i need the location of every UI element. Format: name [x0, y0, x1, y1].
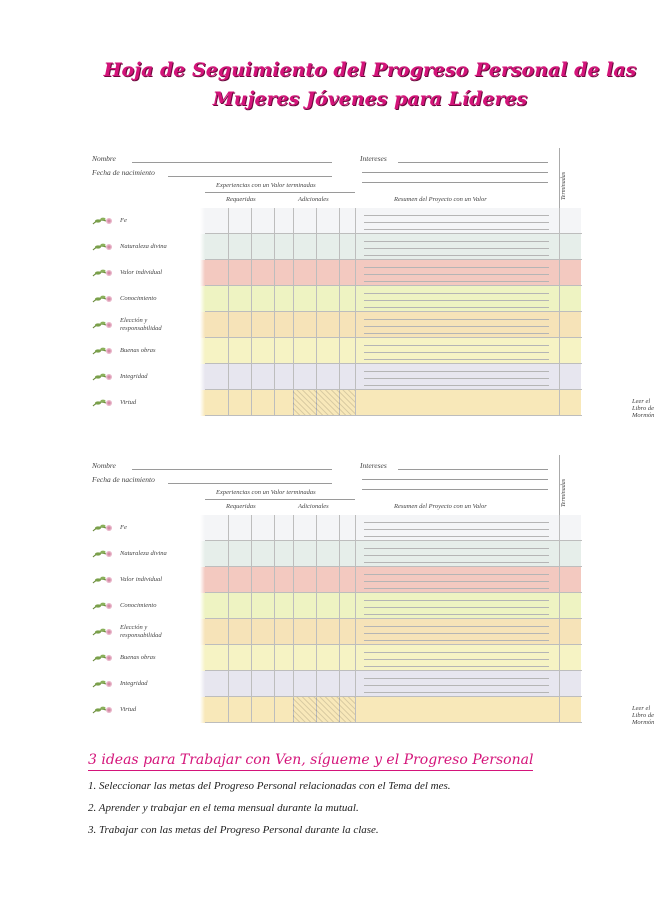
experience-checkbox[interactable] [316, 390, 340, 416]
resumen-header: Resumen del Proyecto con un Valor [394, 196, 487, 203]
experience-checkbox[interactable] [316, 312, 340, 338]
experience-checkbox[interactable] [316, 260, 340, 286]
experience-checkbox[interactable] [274, 697, 294, 723]
resumen-line [364, 378, 549, 379]
experience-checkbox[interactable] [293, 619, 317, 645]
experience-checkbox[interactable] [205, 619, 229, 645]
value-row [88, 541, 581, 567]
experience-checkbox[interactable] [274, 541, 294, 567]
value-label: Fe [120, 217, 127, 224]
experience-checkbox[interactable] [274, 567, 294, 593]
rose-icon [92, 294, 114, 304]
rose-icon [92, 653, 114, 663]
value-row [88, 515, 581, 541]
resumen-line [364, 307, 549, 308]
resumen-line [364, 555, 549, 556]
terminada-checkbox[interactable] [559, 234, 582, 260]
experience-checkbox[interactable] [316, 286, 340, 312]
adicionales-header: Adicionales [298, 503, 329, 510]
experience-checkbox[interactable] [251, 338, 275, 364]
experience-checkbox[interactable] [228, 234, 252, 260]
experience-checkbox[interactable] [205, 208, 229, 234]
experience-checkbox[interactable] [293, 671, 317, 697]
experience-grid [205, 567, 355, 593]
intereses-field-3[interactable] [362, 489, 548, 490]
header-divider [205, 499, 355, 500]
experience-checkbox[interactable] [316, 697, 340, 723]
resumen-line [364, 300, 549, 301]
experience-checkbox[interactable] [293, 234, 317, 260]
experience-grid [205, 515, 355, 541]
resumen-line [364, 267, 549, 268]
terminada-checkbox[interactable] [559, 338, 582, 364]
resumen-line [364, 678, 549, 679]
experience-checkbox[interactable] [293, 515, 317, 541]
experience-checkbox[interactable] [251, 286, 275, 312]
experience-checkbox[interactable] [251, 515, 275, 541]
value-row [88, 593, 581, 619]
nombre-field[interactable] [132, 469, 332, 470]
rose-icon [92, 346, 114, 356]
value-row [88, 260, 581, 286]
intereses-field-2[interactable] [362, 479, 548, 480]
experience-checkbox[interactable] [339, 390, 356, 416]
experience-checkbox[interactable] [316, 619, 340, 645]
nombre-label: Nombre [92, 461, 116, 470]
terminada-checkbox[interactable] [559, 260, 582, 286]
idea-item-1: 1. Seleccionar las metas del Progreso Personal relacionadas con el Tema del mes. [88, 780, 451, 792]
terminadas-header: Terminadas [561, 478, 567, 507]
resumen-line [364, 548, 549, 549]
resumen-line [364, 241, 549, 242]
experience-checkbox[interactable] [251, 208, 275, 234]
rose-icon [92, 523, 114, 533]
experience-checkbox[interactable] [228, 645, 252, 671]
resumen-line [364, 359, 549, 360]
resumen-line [364, 633, 549, 634]
experience-checkbox[interactable] [251, 260, 275, 286]
experience-checkbox[interactable] [205, 515, 229, 541]
experience-checkbox[interactable] [339, 541, 356, 567]
rose-icon [92, 575, 114, 585]
ideas-heading: 3 ideas para Trabajar con Ven, sígueme y el Progreso Personal [88, 752, 533, 771]
intereses-field-3[interactable] [362, 182, 548, 183]
experience-checkbox[interactable] [339, 260, 356, 286]
terminadas-header: Terminadas [561, 171, 567, 200]
experience-checkbox[interactable] [274, 286, 294, 312]
experience-checkbox[interactable] [251, 697, 275, 723]
experience-grid [205, 671, 355, 697]
experience-checkbox[interactable] [205, 338, 229, 364]
value-row [88, 286, 581, 312]
header-divider [205, 192, 355, 193]
rose-icon [92, 320, 114, 330]
terminada-checkbox[interactable] [559, 515, 582, 541]
experience-checkbox[interactable] [316, 364, 340, 390]
terminada-checkbox[interactable] [559, 541, 582, 567]
resumen-field[interactable] [356, 515, 559, 541]
experience-checkbox[interactable] [274, 234, 294, 260]
resumen-line [364, 692, 549, 693]
experience-grid [205, 286, 355, 312]
experience-checkbox[interactable] [293, 390, 317, 416]
rose-icon [92, 679, 114, 689]
rose-icon [92, 627, 114, 637]
resumen-field[interactable] [356, 541, 559, 567]
resumen-line [364, 626, 549, 627]
experience-checkbox[interactable] [205, 567, 229, 593]
experience-grid [205, 234, 355, 260]
value-label: Elección y responsabilidad [120, 624, 162, 639]
resumen-line [364, 255, 549, 256]
value-row [88, 364, 581, 390]
value-row [88, 567, 581, 593]
rose-icon [92, 216, 114, 226]
experiencias-header: Experiencias con un Valor terminadas [216, 182, 316, 189]
experience-checkbox[interactable] [228, 671, 252, 697]
nombre-field[interactable] [132, 162, 332, 163]
resumen-field[interactable] [356, 390, 654, 419]
terminada-checkbox[interactable] [559, 619, 582, 645]
intereses-field[interactable] [398, 162, 548, 163]
value-row [88, 671, 581, 697]
adicionales-header: Adicionales [298, 196, 329, 203]
experience-grid [205, 312, 355, 338]
experience-checkbox[interactable] [274, 364, 294, 390]
resumen-line [364, 652, 549, 653]
experience-checkbox[interactable] [293, 364, 317, 390]
resumen-line [364, 274, 549, 275]
experience-checkbox[interactable] [339, 234, 356, 260]
experience-checkbox[interactable] [228, 208, 252, 234]
resumen-line [364, 529, 549, 530]
experience-checkbox[interactable] [205, 671, 229, 697]
value-label: Buenas obras [120, 347, 156, 354]
experience-checkbox[interactable] [339, 619, 356, 645]
rose-icon [92, 601, 114, 611]
experience-checkbox[interactable] [251, 364, 275, 390]
resumen-field[interactable] [356, 671, 559, 697]
experience-checkbox[interactable] [251, 567, 275, 593]
resumen-line [364, 293, 549, 294]
experience-checkbox[interactable] [274, 671, 294, 697]
terminada-checkbox[interactable] [559, 645, 582, 671]
resumen-line [364, 685, 549, 686]
experience-checkbox[interactable] [274, 338, 294, 364]
experience-checkbox[interactable] [251, 593, 275, 619]
experience-checkbox[interactable] [339, 515, 356, 541]
resumen-field[interactable] [356, 312, 559, 338]
terminada-checkbox[interactable] [559, 567, 582, 593]
experience-checkbox[interactable] [339, 593, 356, 619]
experience-checkbox[interactable] [316, 593, 340, 619]
experience-checkbox[interactable] [293, 312, 317, 338]
experience-grid [205, 619, 355, 645]
experience-checkbox[interactable] [228, 312, 252, 338]
experience-checkbox[interactable] [293, 645, 317, 671]
experience-checkbox[interactable] [205, 312, 229, 338]
experience-checkbox[interactable] [205, 286, 229, 312]
experience-grid [205, 390, 355, 416]
experience-grid [205, 645, 355, 671]
resumen-line [364, 385, 549, 386]
libro-mormon-label: Leer el Libro de Mormón [632, 705, 654, 726]
terminada-checkbox[interactable] [559, 390, 582, 416]
experience-grid [205, 338, 355, 364]
idea-item-2: 2. Aprender y trabajar en el tema mensual durante la mutual. [88, 802, 359, 814]
value-label: Virtud [120, 399, 137, 406]
resumen-line [364, 326, 549, 327]
experience-checkbox[interactable] [274, 593, 294, 619]
experience-checkbox[interactable] [339, 567, 356, 593]
experience-checkbox[interactable] [316, 208, 340, 234]
resumen-field[interactable] [356, 645, 559, 671]
value-label: Valor individual [120, 576, 163, 583]
value-row [88, 338, 581, 364]
resumen-field[interactable] [356, 567, 559, 593]
experience-checkbox[interactable] [205, 645, 229, 671]
fecha-label: Fecha de nacimiento [92, 168, 155, 177]
experience-checkbox[interactable] [205, 593, 229, 619]
fecha-field[interactable] [168, 483, 332, 484]
experience-checkbox[interactable] [228, 567, 252, 593]
resumen-line [364, 659, 549, 660]
resumen-line [364, 222, 549, 223]
intereses-label: Intereses [360, 461, 387, 470]
experience-checkbox[interactable] [293, 541, 317, 567]
experience-grid [205, 541, 355, 567]
resumen-line [364, 666, 549, 667]
experience-grid [205, 593, 355, 619]
value-label: Valor individual [120, 269, 163, 276]
experience-checkbox[interactable] [316, 541, 340, 567]
experience-checkbox[interactable] [274, 390, 294, 416]
value-label: Virtud [120, 706, 137, 713]
experience-checkbox[interactable] [339, 286, 356, 312]
resumen-field[interactable] [356, 260, 559, 286]
terminada-checkbox[interactable] [559, 286, 582, 312]
terminada-checkbox[interactable] [559, 364, 582, 390]
intereses-field[interactable] [398, 469, 548, 470]
experience-checkbox[interactable] [205, 541, 229, 567]
experience-checkbox[interactable] [339, 697, 356, 723]
experience-checkbox[interactable] [293, 286, 317, 312]
resumen-field[interactable] [356, 697, 654, 726]
experience-checkbox[interactable] [274, 312, 294, 338]
experience-checkbox[interactable] [339, 671, 356, 697]
rose-icon [92, 398, 114, 408]
resumen-field[interactable] [356, 234, 559, 260]
fecha-field[interactable] [168, 176, 332, 177]
resumen-field[interactable] [356, 208, 559, 234]
rose-icon [92, 705, 114, 715]
value-label: Elección y responsabilidad [120, 317, 162, 332]
experience-checkbox[interactable] [339, 312, 356, 338]
experience-checkbox[interactable] [293, 593, 317, 619]
experience-checkbox[interactable] [228, 697, 252, 723]
experience-checkbox[interactable] [251, 541, 275, 567]
experience-checkbox[interactable] [316, 645, 340, 671]
experience-checkbox[interactable] [228, 619, 252, 645]
libro-mormon-label: Leer el Libro de Mormón [632, 398, 654, 419]
terminada-checkbox[interactable] [559, 697, 582, 723]
resumen-line [364, 536, 549, 537]
experience-checkbox[interactable] [316, 338, 340, 364]
page-title-line2: Mujeres Jóvenes para Líderes [212, 88, 528, 110]
experience-grid [205, 260, 355, 286]
value-row [88, 208, 581, 234]
resumen-line [364, 371, 549, 372]
experience-checkbox[interactable] [293, 567, 317, 593]
value-label: Naturaleza divina [120, 243, 167, 250]
resumen-line [364, 562, 549, 563]
experience-checkbox[interactable] [293, 208, 317, 234]
experience-checkbox[interactable] [293, 338, 317, 364]
requeridas-header: Requeridas [226, 503, 256, 510]
experience-checkbox[interactable] [339, 364, 356, 390]
value-row [88, 619, 581, 645]
experience-checkbox[interactable] [228, 260, 252, 286]
value-row [88, 234, 581, 260]
experience-checkbox[interactable] [274, 260, 294, 286]
resumen-line [364, 574, 549, 575]
rose-icon [92, 268, 114, 278]
experience-checkbox[interactable] [293, 260, 317, 286]
resumen-header: Resumen del Proyecto con un Valor [394, 503, 487, 510]
resumen-field[interactable] [356, 593, 559, 619]
resumen-field[interactable] [356, 619, 559, 645]
value-label: Naturaleza divina [120, 550, 167, 557]
fecha-label: Fecha de nacimiento [92, 475, 155, 484]
terminada-checkbox[interactable] [559, 208, 582, 234]
rose-icon [92, 549, 114, 559]
experience-checkbox[interactable] [274, 619, 294, 645]
value-row [88, 697, 654, 726]
experience-checkbox[interactable] [251, 671, 275, 697]
value-row [88, 645, 581, 671]
value-row [88, 312, 581, 338]
experience-checkbox[interactable] [228, 390, 252, 416]
experience-checkbox[interactable] [251, 645, 275, 671]
experience-checkbox[interactable] [251, 619, 275, 645]
experience-checkbox[interactable] [205, 234, 229, 260]
rose-icon [92, 242, 114, 252]
value-label: Integridad [120, 373, 148, 380]
experience-checkbox[interactable] [339, 208, 356, 234]
resumen-field[interactable] [356, 286, 559, 312]
resumen-line [364, 281, 549, 282]
requeridas-header: Requeridas [226, 196, 256, 203]
resumen-line [364, 522, 549, 523]
intereses-field-2[interactable] [362, 172, 548, 173]
terminada-checkbox[interactable] [559, 312, 582, 338]
experience-checkbox[interactable] [251, 234, 275, 260]
nombre-label: Nombre [92, 154, 116, 163]
experiencias-header: Experiencias con un Valor terminadas [216, 489, 316, 496]
resumen-line [364, 248, 549, 249]
resumen-line [364, 581, 549, 582]
resumen-line [364, 607, 549, 608]
experience-checkbox[interactable] [293, 697, 317, 723]
value-label: Buenas obras [120, 654, 156, 661]
idea-item-3: 3. Trabajar con las metas del Progreso Personal durante la clase. [88, 824, 379, 836]
experience-checkbox[interactable] [251, 312, 275, 338]
resumen-field[interactable] [356, 364, 559, 390]
resumen-line [364, 229, 549, 230]
experience-checkbox[interactable] [228, 286, 252, 312]
page-title-line1: Hoja de Seguimiento del Progreso Personal de las [103, 59, 637, 81]
experience-checkbox[interactable] [228, 541, 252, 567]
resumen-line [364, 319, 549, 320]
tracking-sheet-2 [88, 455, 654, 726]
resumen-line [364, 614, 549, 615]
experience-checkbox[interactable] [316, 515, 340, 541]
terminada-checkbox[interactable] [559, 593, 582, 619]
experience-checkbox[interactable] [274, 515, 294, 541]
experience-grid [205, 364, 355, 390]
terminada-checkbox[interactable] [559, 671, 582, 697]
resumen-line [364, 588, 549, 589]
experience-checkbox[interactable] [316, 567, 340, 593]
experience-checkbox[interactable] [205, 390, 229, 416]
resumen-line [364, 640, 549, 641]
tracking-sheet-1 [88, 148, 654, 419]
value-label: Conocimiento [120, 295, 157, 302]
experience-checkbox[interactable] [274, 208, 294, 234]
value-label: Conocimiento [120, 602, 157, 609]
resumen-line [364, 345, 549, 346]
resumen-line [364, 333, 549, 334]
experience-checkbox[interactable] [205, 364, 229, 390]
experience-checkbox[interactable] [205, 697, 229, 723]
experience-checkbox[interactable] [228, 364, 252, 390]
resumen-line [364, 352, 549, 353]
experience-checkbox[interactable] [228, 593, 252, 619]
experience-checkbox[interactable] [339, 645, 356, 671]
resumen-line [364, 600, 549, 601]
experience-checkbox[interactable] [228, 515, 252, 541]
rose-icon [92, 372, 114, 382]
experience-checkbox[interactable] [339, 338, 356, 364]
value-row [88, 390, 654, 419]
experience-checkbox[interactable] [316, 671, 340, 697]
intereses-label: Intereses [360, 154, 387, 163]
experience-checkbox[interactable] [205, 260, 229, 286]
experience-grid [205, 697, 355, 723]
experience-checkbox[interactable] [228, 338, 252, 364]
experience-checkbox[interactable] [316, 234, 340, 260]
value-label: Fe [120, 524, 127, 531]
resumen-field[interactable] [356, 338, 559, 364]
experience-checkbox[interactable] [251, 390, 275, 416]
experience-checkbox[interactable] [274, 645, 294, 671]
experience-grid [205, 208, 355, 234]
value-label: Integridad [120, 680, 148, 687]
resumen-line [364, 215, 549, 216]
